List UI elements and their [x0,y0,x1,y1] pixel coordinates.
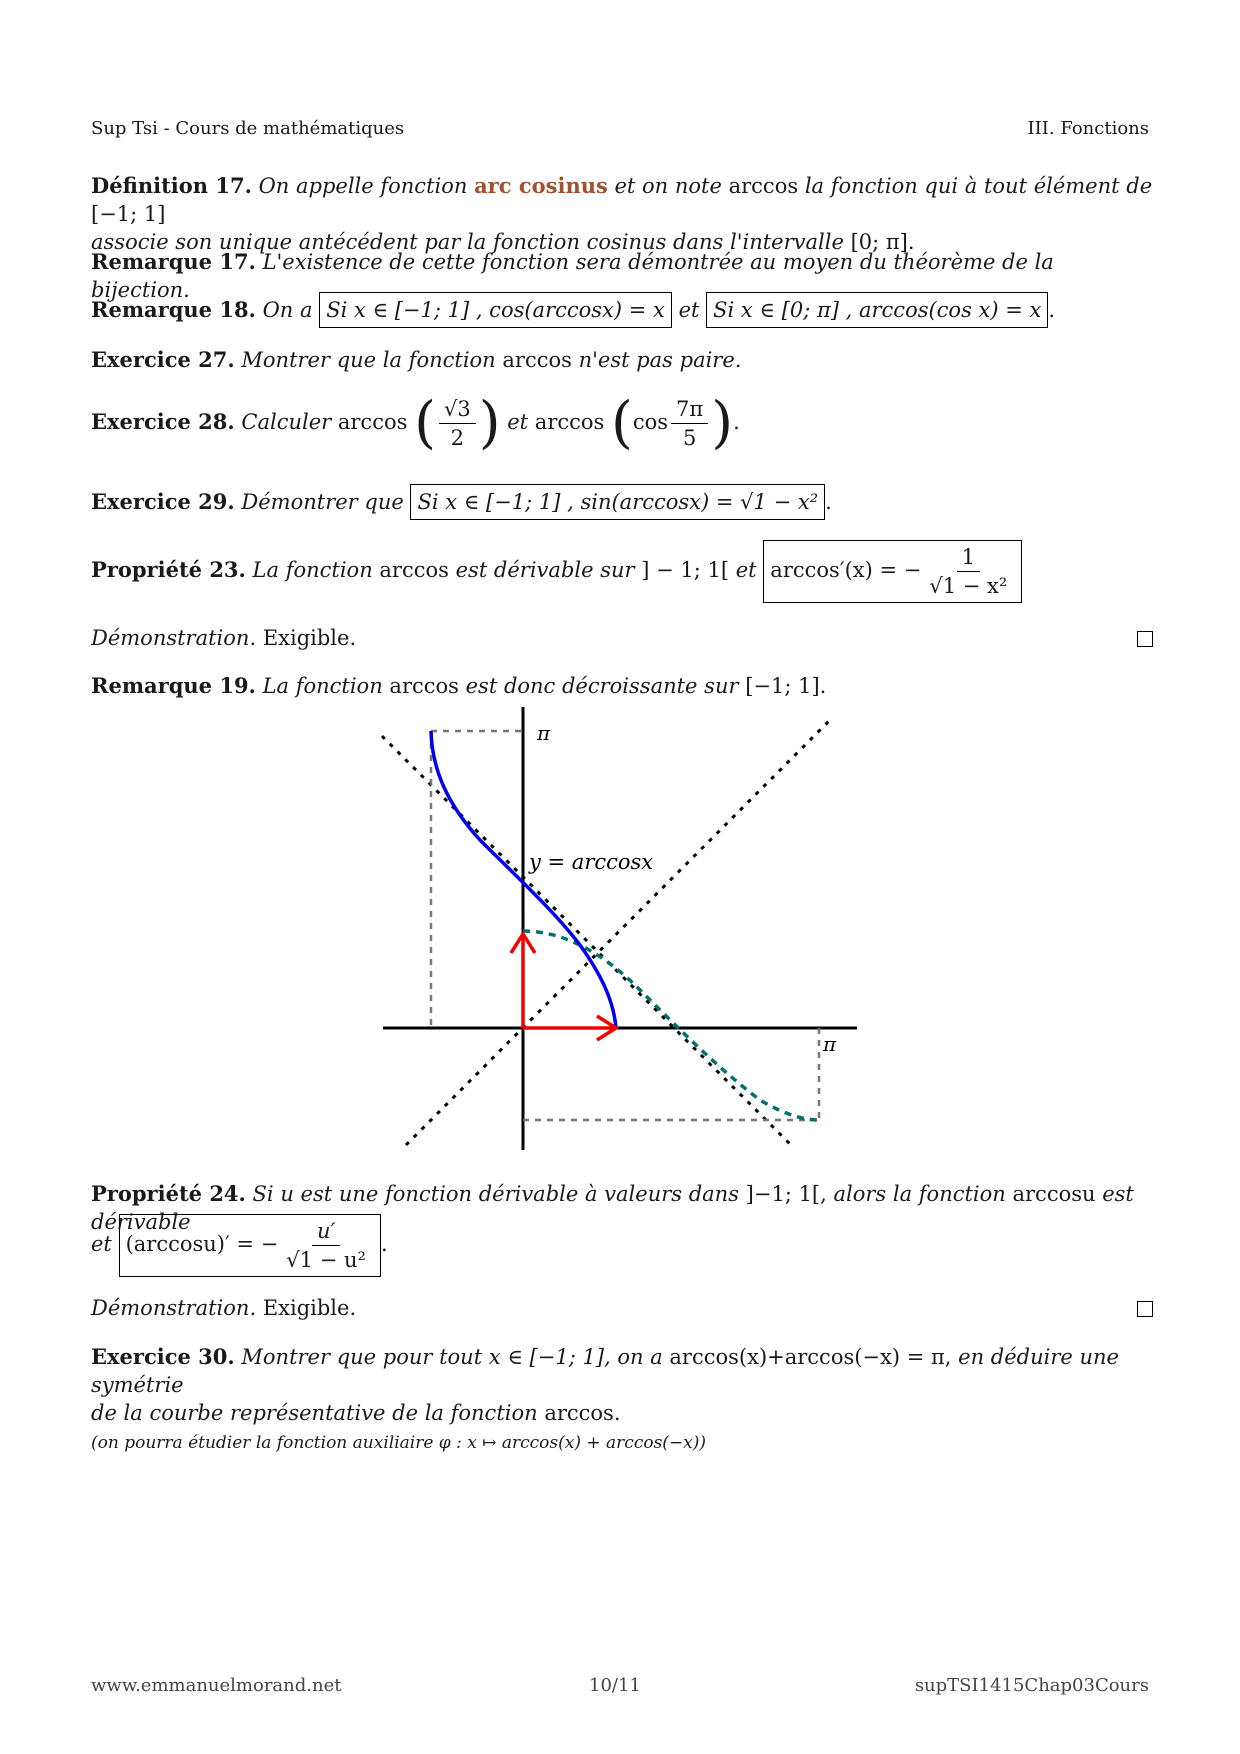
formula-box-3: Si x ∈ [−1; 1] , sin(arccosx) = √1 − x² [410,484,825,520]
footer-doc-id: supTSI1415Chap03Cours [914,1675,1149,1696]
property-24-formula: et (arccosu)′ = − $\frac{u'}{\text{√1 − u²}}$ . [91,1214,1153,1277]
exercise-30-hint: (on pourra étudier la fonction auxiliaire φ : x ↦ arccos(x) + arccos(−x)) [91,1433,707,1453]
remark-17: Remarque 17. L'existence de cette fonction sera démontrée au moyen du théorème de la bijection. [91,249,1054,302]
demonstration-1: Démonstration. Exigible. [91,626,357,650]
demonstration-2: Démonstration. Exigible. [91,1296,357,1320]
fraction-sqrt3-over-2: $\frac{√3}{2}$ [439,395,476,452]
property-24: Propriété 24. Si u est une fonction dérivable à valeurs dans ]−1; 1[, alors la fonction arccosu est dérivable [91,1181,1134,1234]
exercise-29: Exercice 29. Démontrer que Si x ∈ [−1; 1] , sin(arccosx) = √1 − x² . [91,484,1153,520]
formula-box-5: (arccosu)′ = − $\frac{u'}{\text{√1 − u²}}$ [119,1214,381,1277]
header-left: Sup Tsi - Cours de mathématiques [91,118,405,139]
formula-box-2: Si x ∈ [0; π] , arccos(cos x) = x [706,292,1048,328]
exercise-28: Exercice 28. Calculer arccos ( $\frac{√3}{2}$ ) et arccos (cos $\frac{7\pi}{5}$ ). [91,390,740,456]
footer-website: www.emmanuelmorand.net [91,1675,342,1696]
diagonal-y-equals-x [406,718,832,1145]
exercise-30: Exercice 30. Montrer que pour tout x ∈ [−1; 1], on a arccos(x)+arccos(−x) = π, en déduire une symétrie de la courbe représentative de la fonction arccos. (on pourra étudier la fonction auxiliaire φ : x ↦ arccos(x) + arccos(−x)) [91,1344,1119,1453]
arc-cosinus-term: arc cosinus [474,173,608,198]
remark-19: Remarque 19. La fonction arccos est donc décroissante sur [−1; 1]. [91,673,827,698]
header-right: III. Fonctions [1027,118,1149,139]
label-curve: y = arccosx [529,850,654,874]
tangent-line [382,736,791,1145]
fraction-7pi-over-5: $\frac{7\pi}{5}$ [671,395,708,452]
formula-box-4: arccos′(x) = − $\frac{1}{\text{√1 − x²}}$ [763,540,1022,603]
qed-square-icon [1137,1301,1153,1317]
remark-18: Remarque 18. On a Si x ∈ [−1; 1] , cos(arccosx) = x et Si x ∈ [0; π] , arccos(cos x) = x . [91,292,1153,328]
footer-page-number: 10/11 [589,1675,641,1696]
label-pi-right: π [823,1032,837,1056]
property-23: Propriété 23. La fonction arccos est dérivable sur ] − 1; 1[ et arccos′(x) = − $\frac{1}{\text{√1 − x²}}$ [91,540,1153,603]
exercise-27: Exercice 27. Montrer que la fonction arccos n'est pas paire. [91,347,742,372]
definition-17: Définition 17. On appelle fonction arc cosinus et on note arccos la fonction qui à tout élément de [−1; 1] associe son unique antécédent par la fonction cosinus dans l'intervalle [0; π]. [91,173,1153,254]
formula-box-1: Si x ∈ [−1; 1] , cos(arccosx) = x [319,292,672,328]
label-pi-top: π [537,721,551,745]
definition-label: Définition 17. [91,173,252,198]
